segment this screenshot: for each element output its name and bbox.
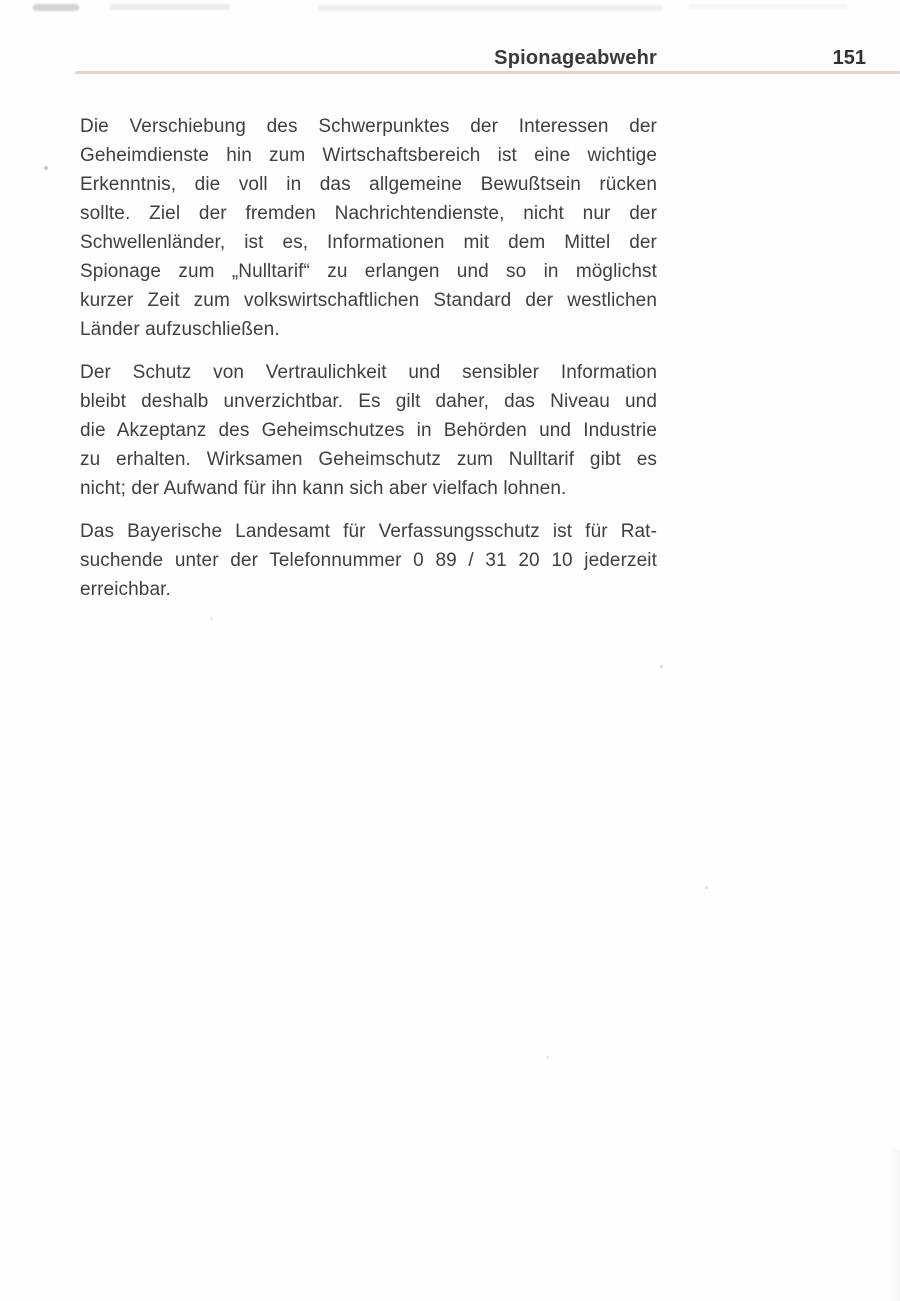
scan-edge-shadow [890, 1150, 900, 1301]
header-rule [75, 71, 900, 74]
scan-smudge [110, 4, 230, 10]
text-line: Schwellenländer, ist es, Informationen mit dem Mittel der [80, 232, 657, 253]
paragraph-1 [80, 112, 657, 344]
scan-speck [705, 886, 708, 889]
text-line: Spionage zum „Nulltarif“ zu erlangen und so in möglichst [80, 261, 657, 282]
text-line: die Akzeptanz des Geheimschutzes in Behörden und Industrie [80, 420, 657, 441]
paragraph-3 [80, 517, 657, 604]
text-line: sollte. Ziel der fremden Nachrichtendienste, nicht nur der [80, 203, 657, 224]
text-line: Der Schutz von Vertraulichkeit und sensibler Information [80, 362, 657, 383]
scan-smudge [688, 4, 848, 9]
page-number: 151 [832, 47, 866, 69]
running-header-title: Spionageabwehr [494, 47, 657, 69]
scan-speck [210, 617, 213, 620]
text-line: Die Verschiebung des Schwerpunktes der Interessen der [80, 116, 657, 137]
text-line: Erkenntnis, die voll in das allgemeine Bewußtsein rücken [80, 174, 657, 195]
text-line: bleibt deshalb unverzichtbar. Es gilt daher, das Niveau und [80, 391, 657, 412]
scan-speck [546, 1056, 549, 1059]
text-line: nicht; der Aufwand für ihn kann sich aber vielfach lohnen. [80, 478, 567, 499]
text-line: suchende unter der Telefonnummer 0 89 / 31 20 10 jederzeit [80, 550, 657, 571]
text-line: zu erhalten. Wirksamen Geheimschutz zum Nulltarif gibt es [80, 449, 657, 470]
paragraph-2 [80, 358, 657, 503]
scan-speck [660, 665, 663, 668]
text-line: kurzer Zeit zum volkswirtschaftlichen Standard der westlichen [80, 290, 657, 311]
scan-smudge [33, 4, 79, 11]
scan-smudge [318, 5, 663, 11]
text-line: Das Bayerische Landesamt für Verfassungsschutz ist für Rat- [80, 521, 657, 542]
page-body [80, 112, 657, 604]
text-line: erreichbar. [80, 579, 171, 600]
text-line: Geheimdienste hin zum Wirtschaftsbereich ist eine wichtige [80, 145, 657, 166]
text-line: Länder aufzuschließen. [80, 319, 280, 340]
scan-speck [44, 166, 48, 170]
